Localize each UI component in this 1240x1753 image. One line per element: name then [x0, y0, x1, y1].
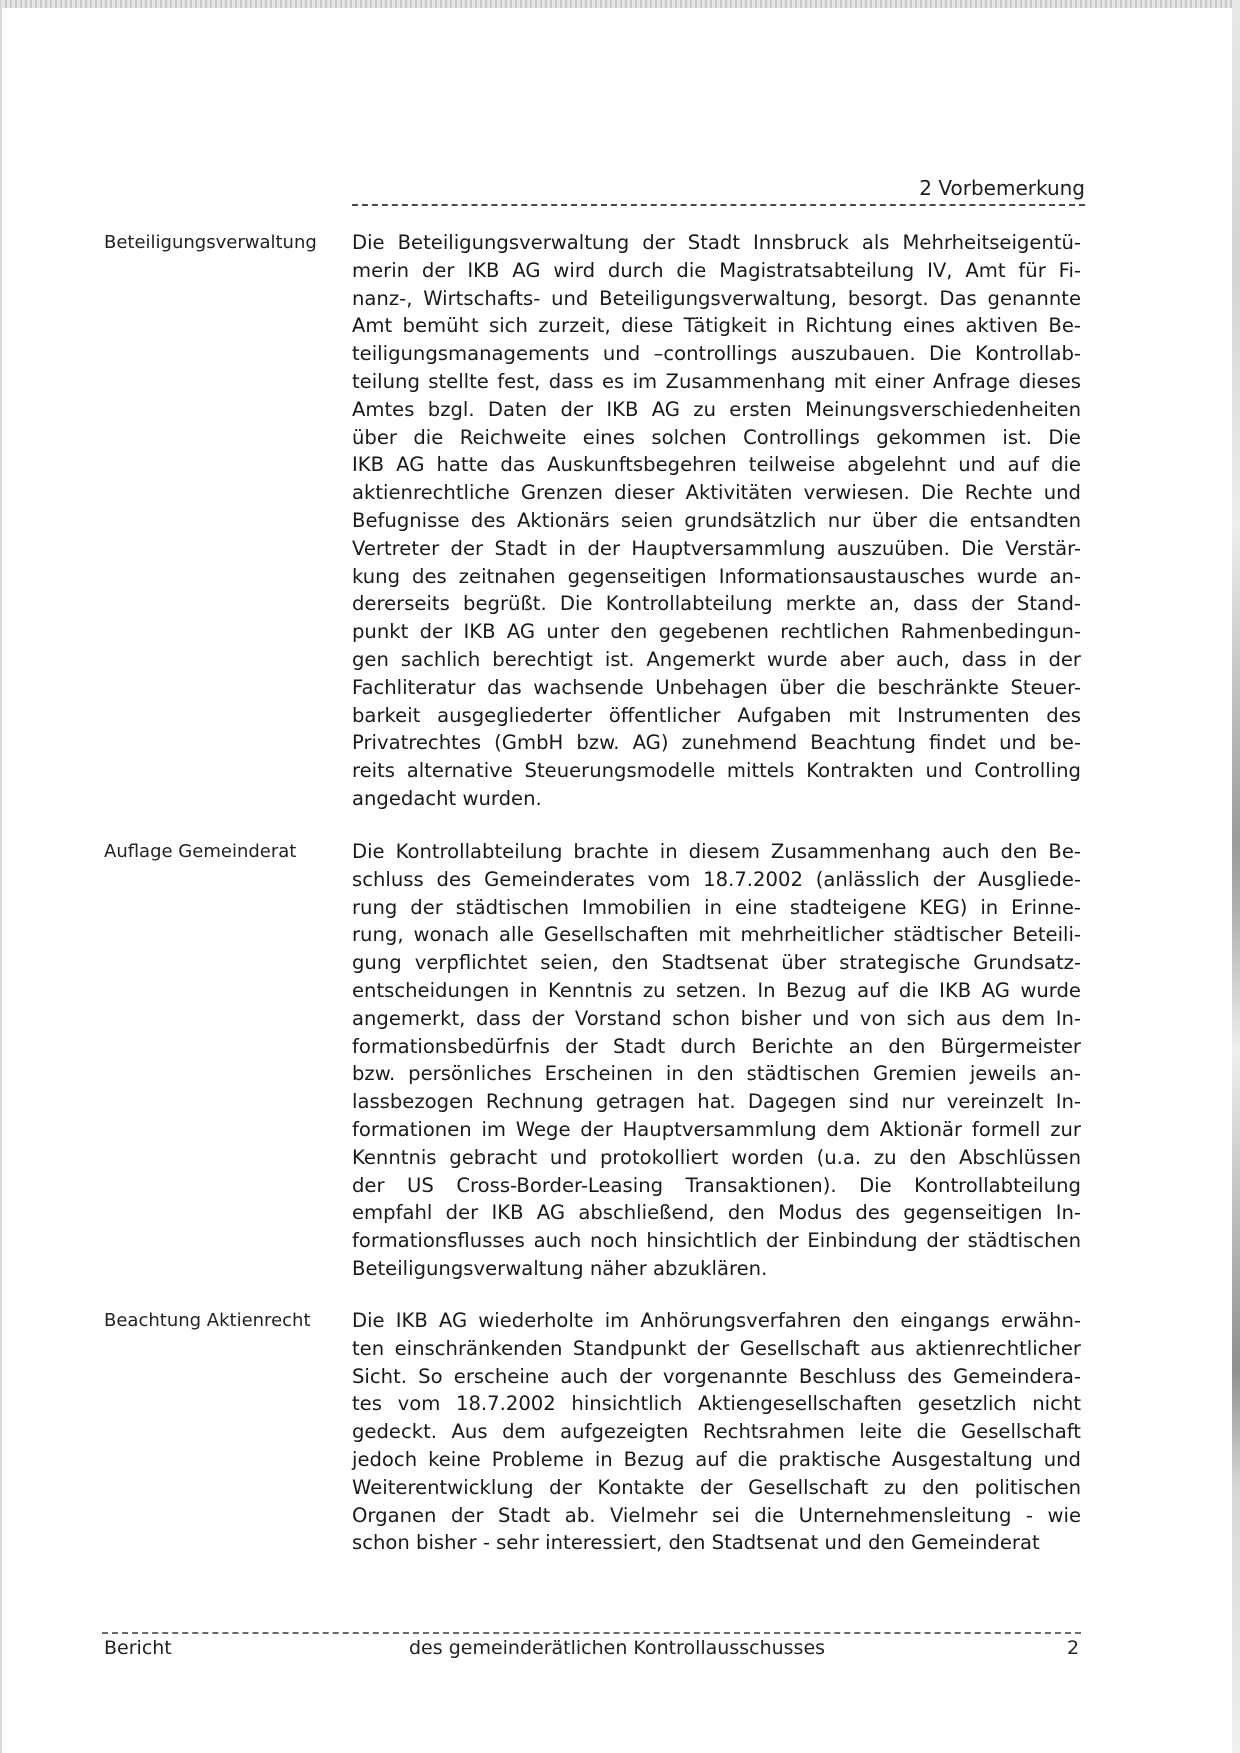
margin-label-beteiligungsverwaltung: Beteiligungsverwaltung [104, 232, 317, 253]
text-line: angedacht wurden. [352, 786, 542, 810]
text-line: Privatrechtes (GmbH bzw. AG) zunehmend Beachtung findet und be- [352, 731, 1081, 755]
text-line: Weiterentwicklung der Kontakte der Gesellschaft zu den politischen [352, 1475, 1081, 1499]
text-line: Sicht. So erscheine auch der vorgenannte Beschluss des Gemeindera- [352, 1364, 1081, 1388]
paragraph-auflage-gemeinderat [352, 838, 1081, 1283]
page-number: 2 [1067, 1637, 1080, 1659]
text-line: Fachliteratur das wachsende Unbehagen über die beschränkte Steuer- [352, 675, 1081, 699]
text-line: reits alternative Steuerungsmodelle mittels Kontrakten und Controlling [352, 759, 1081, 783]
text-line: teilung stellte fest, dass es im Zusammenhang mit einer Anfrage dieses [352, 369, 1081, 393]
footer-rule [102, 1632, 1081, 1634]
text-line: teiligungsmanagements und –controllings auszubauen. Die Kontrollab- [352, 342, 1081, 366]
text-line: dererseits begrüßt. Die Kontrollabteilung merkte an, dass der Stand- [352, 592, 1081, 616]
text-line: schluss des Gemeinderates vom 18.7.2002 (anlässlich der Ausgliede- [352, 867, 1081, 891]
page-header [352, 174, 1085, 206]
footer-report-label: Bericht [104, 1637, 172, 1659]
scan-edge-right [1232, 0, 1240, 1753]
paragraph-beteiligungsverwaltung [352, 229, 1081, 813]
scan-edge-top [0, 0, 1240, 8]
text-line: Befugnisse des Aktionärs seien grundsätzlich nur über die entsandten [352, 508, 1081, 532]
text-line: barkeit ausgegliederter öffentlicher Aufgaben mit Instrumenten des [352, 703, 1081, 727]
text-line: jedoch keine Probleme in Bezug auf die praktische Ausgestaltung und [352, 1447, 1081, 1471]
text-line: nanz-, Wirtschafts- und Beteiligungsverwaltung, besorgt. Das genannte [352, 286, 1081, 310]
text-line: gung verpflichtet seien, den Stadtsenat über strategische Grundsatz- [352, 951, 1081, 975]
text-line: aktienrechtliche Grenzen dieser Aktivitäten verwiesen. Die Rechte und [352, 481, 1081, 505]
text-line: angemerkt, dass der Vorstand schon bisher und von sich aus dem In- [352, 1006, 1081, 1030]
text-line: rung der städtischen Immobilien in eine stadteigene KEG) in Erinne- [352, 895, 1081, 919]
text-line: rung, wonach alle Gesellschaften mit mehrheitlicher städtischer Beteili- [352, 923, 1081, 947]
text-line: Vertreter der Stadt in der Hauptversammlung auszuüben. Die Verstär- [352, 536, 1081, 560]
text-line: Organen der Stadt ab. Vielmehr sei die Unternehmensleitung - wie [352, 1503, 1081, 1527]
text-line: empfahl der IKB AG abschließend, den Modus des gegenseitigen In- [352, 1201, 1081, 1225]
scan-edge-left [0, 0, 2, 1753]
text-line: formationen im Wege der Hauptversammlung dem Aktionär formell zur [352, 1117, 1081, 1141]
text-line: über die Reichweite eines solchen Controllings gekommen ist. Die [352, 425, 1081, 449]
text-line: bzw. persönliches Erscheinen in den städtischen Gremien jeweils an- [352, 1062, 1081, 1086]
text-line: gen sachlich berechtigt ist. Angemerkt wurde aber auch, dass in der [352, 647, 1081, 671]
text-line: Kenntnis gebracht und protokolliert worden (u.a. zu den Abschlüssen [352, 1145, 1081, 1169]
text-line: gedeckt. Aus dem aufgezeigten Rechtsrahmen leite die Gesellschaft [352, 1420, 1081, 1444]
paragraph-beachtung-aktienrecht [352, 1307, 1081, 1557]
text-line: Die IKB AG wiederholte im Anhörungsverfahren den eingangs erwähn- [352, 1309, 1081, 1332]
text-line: Die Beteiligungsverwaltung der Stadt Innsbruck als Mehrheitseigentü- [352, 231, 1081, 254]
margin-label-beachtung-aktienrecht: Beachtung Aktienrecht [104, 1310, 311, 1331]
text-line: Amtes bzgl. Daten der IKB AG zu ersten Meinungsverschiedenheiten [352, 397, 1081, 421]
chapter-title: 2 Vorbemerkung [919, 176, 1085, 200]
text-line: merin der IKB AG wird durch die Magistratsabteilung IV, Amt für Fi- [352, 258, 1081, 282]
text-line: tes vom 18.7.2002 hinsichtlich Aktiengesellschaften gesetzlich nicht [352, 1392, 1081, 1416]
text-line: schon bisher - sehr interessiert, den Stadtsenat und den Gemeinderat [352, 1531, 1040, 1555]
text-line: formationsflusses auch noch hinsichtlich der Einbindung der städtischen [352, 1229, 1081, 1253]
text-line: punkt der IKB AG unter den gegebenen rechtlichen Rahmenbedingun- [352, 620, 1081, 644]
text-line: IKB AG hatte das Auskunftsbegehren teilweise abgelehnt und auf die [352, 453, 1081, 477]
text-line: Die Kontrollabteilung brachte in diesem Zusammenhang auch den Be- [352, 840, 1081, 863]
text-line: formationsbedürfnis der Stadt durch Berichte an den Bürgermeister [352, 1034, 1081, 1058]
text-line: entscheidungen in Kenntnis zu setzen. In Bezug auf die IKB AG wurde [352, 978, 1081, 1002]
text-line: lassbezogen Rechnung getragen hat. Dagegen sind nur vereinzelt In- [352, 1090, 1081, 1114]
text-line: ten einschränkenden Standpunkt der Gesellschaft aus aktienrechtlicher [352, 1336, 1081, 1360]
text-line: Beteiligungsverwaltung näher abzuklären. [352, 1256, 768, 1280]
margin-label-auflage-gemeinderat: Auflage Gemeinderat [104, 841, 297, 862]
text-line: der US Cross-Border-Leasing Transaktionen). Die Kontrollabteilung [352, 1173, 1081, 1197]
footer-committee-label: des gemeinderätlichen Kontrollausschusses [409, 1637, 826, 1659]
text-line: Amt bemüht sich zurzeit, diese Tätigkeit in Richtung eines aktiven Be- [352, 314, 1081, 338]
text-line: kung des zeitnahen gegenseitigen Informationsaustausches wurde an- [352, 564, 1081, 588]
